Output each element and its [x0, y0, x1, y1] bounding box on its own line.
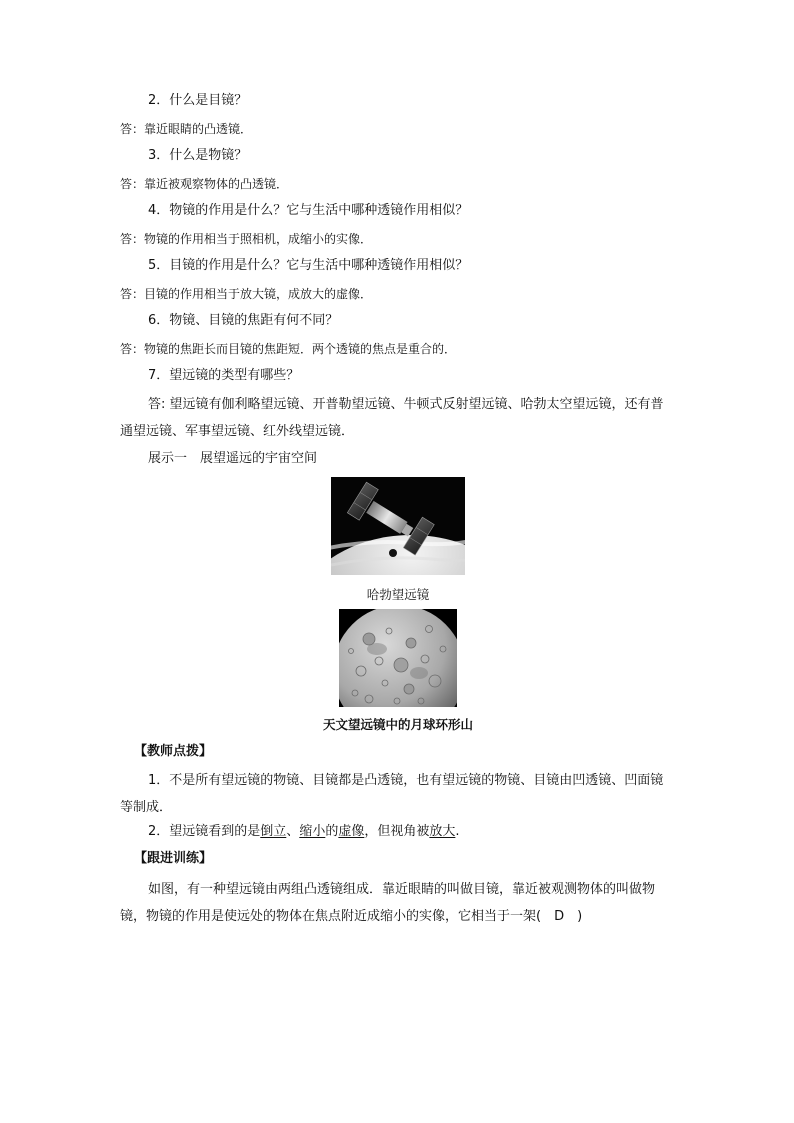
teacher-point-2-pre: 2．望远镜看到的是	[148, 823, 261, 839]
answer-4: 答：物镜的作用相当于照相机，成缩小的实像．	[120, 231, 373, 246]
answer-3: 答：靠近被观察物体的凸透镜．	[120, 176, 289, 191]
keyword-virtual-image: 虚像	[338, 823, 365, 839]
question-3: 3．什么是物镜？	[148, 148, 248, 163]
keyword-inverted: 倒立	[260, 823, 287, 839]
teacher-point-2-mid: 的	[325, 823, 339, 839]
answer-7: 答: 望远镜有伽利略望远镜、开普勒望远镜、牛顿式反射望远镜、哈勃太空望远镜，还有普通望远镜、军事望远镜、红外线望远镜．	[120, 396, 664, 439]
teacher-point-1: 1．不是所有望远镜的物镜、目镜都是凸透镜，也有望远镜的物镜、目镜由凹透镜、凹面镜等制成．	[120, 772, 664, 815]
answer-2: 答：靠近眼睛的凸透镜．	[120, 121, 253, 136]
training-question: 如图，有一种望远镜由两组凸透镜组成．靠近眼睛的叫做目镜，靠近被观测物体的叫做物镜，物镜的作用是使远处的物体在焦点附近成缩小的实像，它相当于一架( D )	[120, 881, 656, 924]
question-5: 5．目镜的作用是什么？它与生活中哪种透镜作用相似？	[148, 258, 469, 273]
teacher-point-2-mid2: ，但视角被	[364, 823, 430, 839]
question-4: 4．物镜的作用是什么？它与生活中哪种透镜作用相似？	[148, 203, 469, 218]
figure-moon	[120, 609, 676, 733]
question-6: 6．物镜、目镜的焦距有何不同？	[148, 313, 339, 328]
display-title: 展示一 展望遥远的宇宙空间	[148, 450, 318, 466]
separator: 、	[286, 823, 300, 839]
figure-caption-moon: 天文望远镜中的月球环形山	[322, 717, 473, 732]
keyword-reduced: 缩小	[299, 823, 326, 839]
question-7: 7．望远镜的类型有哪些？	[148, 368, 300, 383]
teacher-heading: 【教师点拨】	[134, 744, 213, 759]
training-heading: 【跟进训练】	[134, 851, 213, 866]
answer-5: 答：目镜的作用相当于放大镜，成放大的虚像．	[120, 286, 373, 301]
question-2: 2．什么是目镜？	[148, 93, 248, 108]
hubble-telescope-image	[331, 477, 465, 575]
teacher-point-2	[120, 823, 676, 841]
keyword-enlarged: 放大	[429, 823, 456, 839]
moon-crater-image	[339, 609, 457, 707]
teacher-point-2-end: .	[455, 823, 460, 839]
figure-caption-hubble: 哈勃望远镜	[366, 587, 430, 602]
answer-6: 答：物镜的焦距长而目镜的焦距短．两个透镜的焦点是重合的．	[120, 341, 457, 356]
document-content	[120, 92, 676, 930]
figure-hubble	[120, 477, 676, 603]
